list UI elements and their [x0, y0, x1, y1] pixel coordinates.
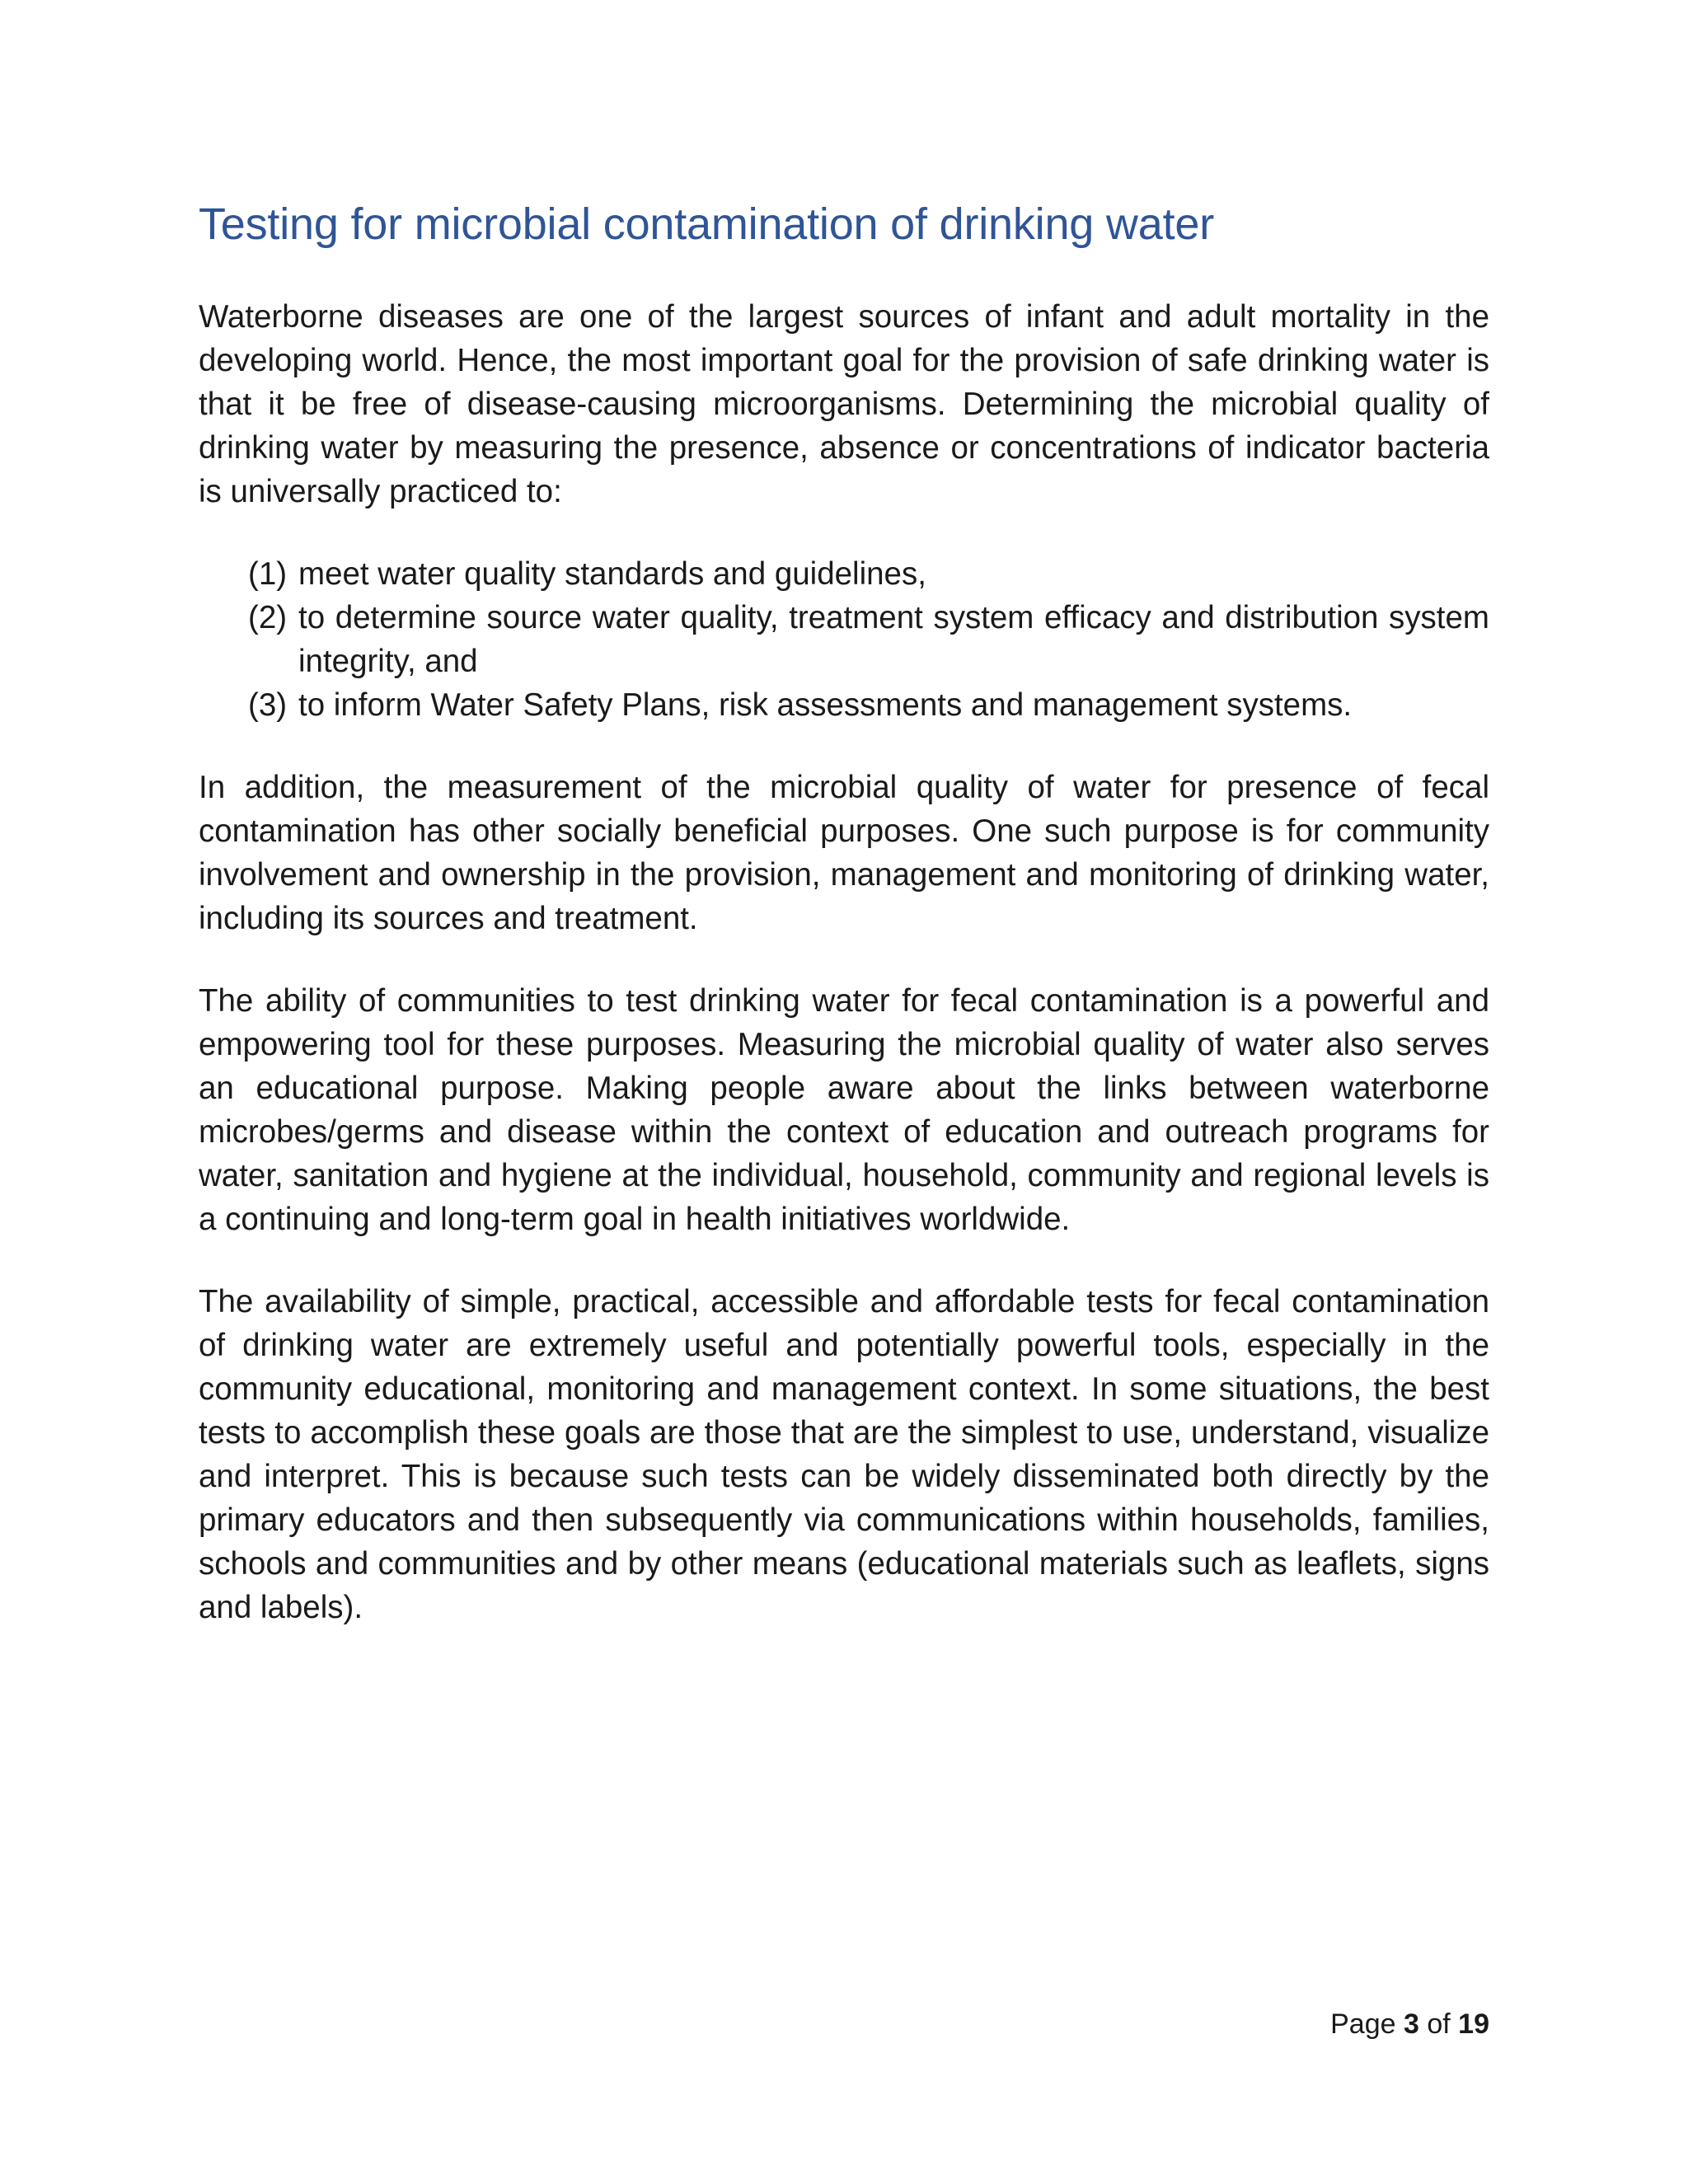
- list-item-number: (1): [248, 556, 288, 592]
- list-item-text: to inform Water Safety Plans, risk assessments and management systems.: [298, 687, 1353, 723]
- of-label: of: [1427, 2008, 1451, 2040]
- total-pages-number: 19: [1458, 2008, 1489, 2040]
- page-label: Page: [1330, 2008, 1396, 2040]
- list-item: [248, 552, 1489, 596]
- list-item-text: meet water quality standards and guidelines,: [298, 556, 926, 592]
- list-item-number: (2): [248, 600, 288, 635]
- section-heading: Testing for microbial contamination of drinking water: [199, 199, 1214, 249]
- current-page-number: 3: [1403, 2008, 1419, 2040]
- tests-paragraph: The availability of simple, practical, accessible and affordable tests for fecal contamination of drinking water are extremely useful and potentially powerful tools, especially in the community educational, monitoring and management context. In some situations, the best tests to accomplish these goals are those that are the simplest to use, understand, visualize and interpret. This is because such tests can be widely disseminated both directly by the primary educators and then subsequently via communications within households, families, schools and communities and by other means (educational materials such as leaflets, signs and labels).: [199, 1284, 1489, 1625]
- goals-list: [199, 552, 1489, 727]
- empowerment-paragraph: The ability of communities to test drinking water for fecal contamination is a powerful and empowering tool for these purposes. Measuring the microbial quality of water also serves an educational purpose. Making people aware about the links between waterborne microbes/germs and disease within the context of education and outreach programs for water, sanitation and hygiene at the individual, household, community and regional levels is a continuing and long-term goal in health initiatives worldwide.: [199, 983, 1489, 1237]
- community-paragraph: In addition, the measurement of the microbial quality of water for presence of fecal contamination has other socially beneficial purposes. One such purpose is for community involvement and ownership in the provision, management and monitoring of drinking water, including its sources and treatment.: [199, 770, 1489, 936]
- list-item-text: to determine source water quality, treatment system efficacy and distribution system integrity, and: [298, 600, 1489, 679]
- intro-paragraph: Waterborne diseases are one of the largest sources of infant and adult mortality in the developing world. Hence, the most important goal for the provision of safe drinking water is that it be free of disease-causing microorganisms. Determining the microbial quality of drinking water by measuring the presence, absence or concentrations of indicator bacteria is universally practiced to:: [199, 299, 1489, 509]
- list-item: [248, 683, 1489, 727]
- page-content: [199, 196, 1489, 1668]
- list-item-number: (3): [248, 687, 288, 723]
- page-number-footer: [1330, 2006, 1489, 2042]
- list-item: [248, 596, 1489, 683]
